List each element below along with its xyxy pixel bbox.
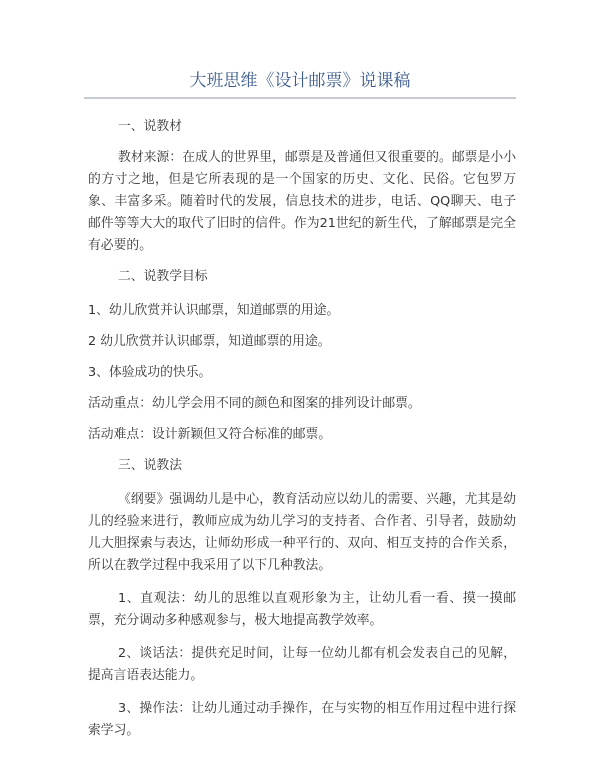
goal-item: 3、体验成功的快乐。 (88, 365, 212, 380)
goal-item: 1、幼儿欣赏并认识邮票，知道邮票的用途。 (88, 303, 340, 318)
key-point: 活动重点：幼儿学会用不同的颜色和图案的排列设计邮票。 (88, 396, 421, 411)
section-heading-3: 三、说教法 (118, 458, 182, 473)
method-item: 2、谈话法：提供充足时间，让每一位幼儿都有机会发表自己的见解，提高言语表达能力。 (88, 646, 516, 683)
method-item: 3、操作法：让幼儿通过动手操作，在与实物的相互作用过程中进行探索学习。 (88, 701, 516, 738)
goal-item: 2 幼儿欣赏并认识邮票，知道邮票的用途。 (88, 334, 331, 349)
document-title: 大班思维《设计邮票》说课稿 (189, 71, 411, 91)
paragraph: 教材来源：在成人的世界里，邮票是及普通但又很重要的。邮票是小小的方寸之地，但是它所表现的是一个国家的历史、文化、民俗。它包罗万象、丰富多采。随着时代的发展，信息技术的进步，电话、QQ聊天、电子邮件等等大大的取代了旧时的信件。作为21世纪的新生代，了解邮票是完全有必要的。 (88, 150, 516, 253)
section-heading-2: 二、说教学目标 (118, 269, 208, 284)
difficult-point: 活动难点：设计新颖但又符合标准的邮票。 (88, 427, 332, 442)
document-body (88, 99, 516, 762)
section-heading-1: 一、说教材 (118, 119, 182, 134)
method-item: 1、直观法：幼儿的思维以直观形象为主，让幼儿看一看、摸一摸邮票，充分调动多种感观参与，极大地提高教学效率。 (88, 591, 516, 628)
paragraph: 《纲要》强调幼儿是中心，教育活动应以幼儿的需要、兴趣，尤其是幼儿的经验来进行，教师应成为幼儿学习的支持者、合作者、引导者，鼓励幼儿大胆探索与表达，让师幼形成一种平行的、双向、相互支持的合作关系，所以在教学过程中我采用了以下几种教法。 (88, 492, 516, 573)
